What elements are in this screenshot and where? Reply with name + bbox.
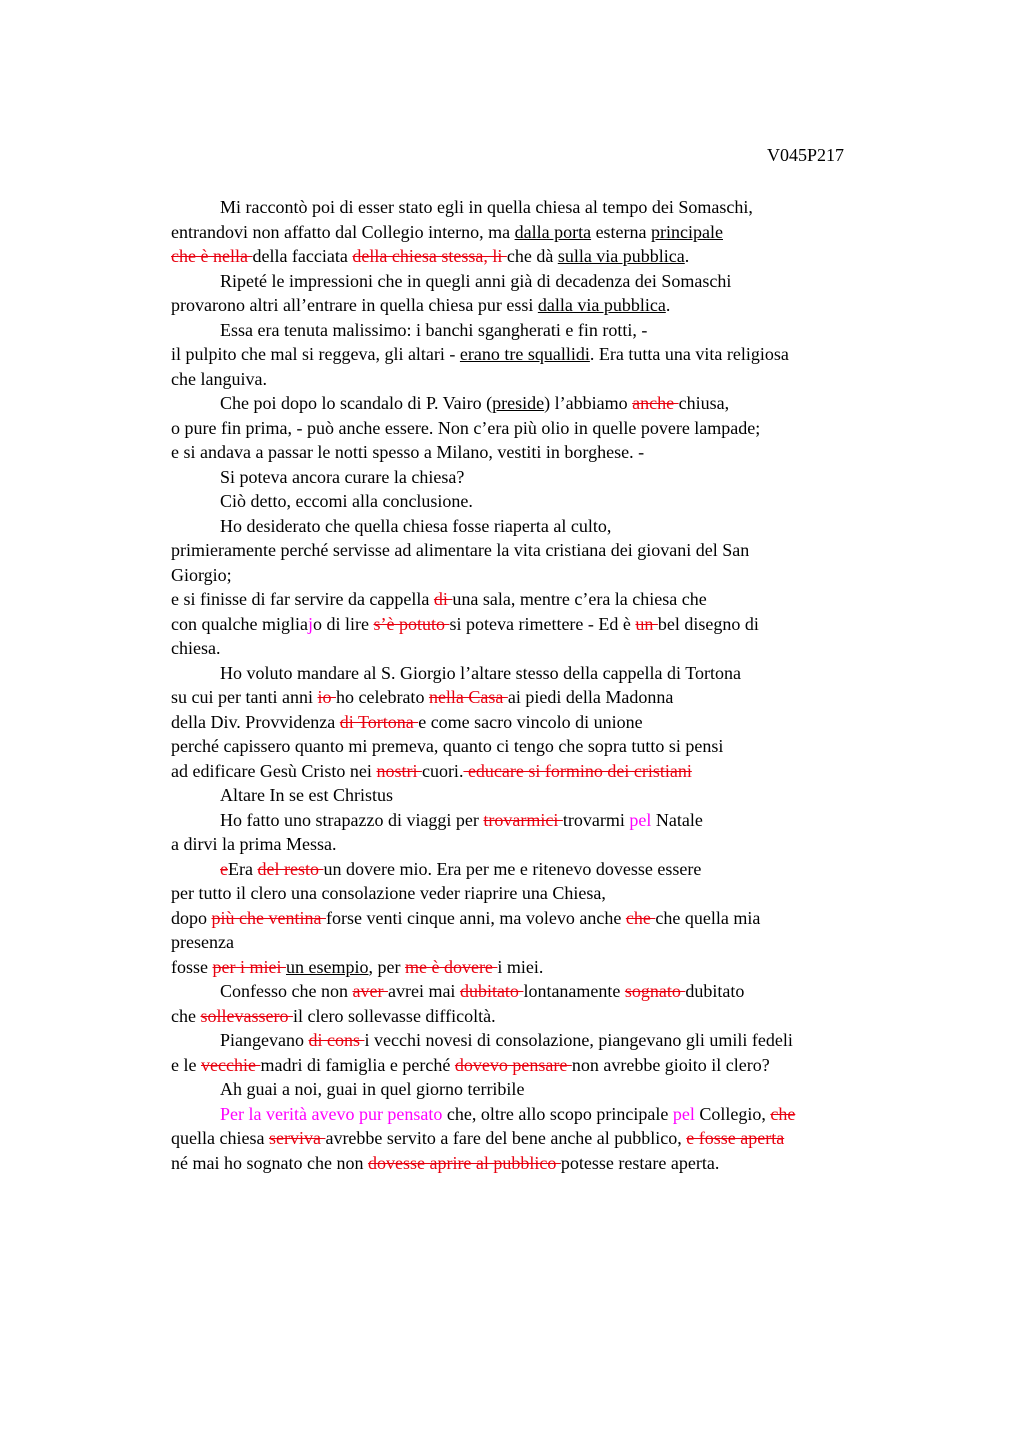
text-segment: madri di famiglia e perché: [260, 1054, 455, 1075]
text-segment: o di lire: [312, 613, 374, 634]
deleted-text: di cons: [308, 1030, 365, 1050]
deleted-text: della chiesa stessa, li: [352, 246, 507, 266]
text-line: [171, 685, 891, 710]
text-line: [171, 465, 891, 490]
text-line: [171, 783, 891, 808]
text-segment: i miei.: [497, 956, 544, 977]
text-segment: dopo: [171, 907, 212, 928]
document-body: [171, 195, 891, 1175]
added-text: j: [307, 613, 313, 634]
text-line: [171, 269, 891, 294]
deleted-text: sognato: [624, 981, 686, 1001]
text-line: [171, 391, 891, 416]
text-segment: .: [684, 246, 690, 266]
deleted-text: dovesse aprire al pubblico: [367, 1152, 561, 1173]
text-segment: i vecchi novesi di consolazione, piangevano gli umili fedeli: [364, 1030, 793, 1050]
text-segment: ai piedi della Madonna: [507, 687, 674, 707]
text-segment: chiusa,: [678, 393, 730, 413]
text-segment: .: [665, 295, 671, 315]
text-segment: si poteva rimettere - Ed è: [449, 613, 636, 634]
text-segment: Ciò detto, eccomi alla conclusione.: [220, 491, 473, 511]
text-line: [171, 734, 891, 759]
text-segment: una sala, mentre c’era la chiesa che: [452, 589, 707, 609]
text-line: [171, 636, 891, 661]
deleted-text: s’è potuto: [373, 613, 450, 634]
text-line: [171, 587, 891, 612]
text-segment: della facciata: [252, 246, 353, 266]
text-line: [171, 342, 891, 367]
text-line: [171, 293, 891, 318]
text-segment: , per: [368, 956, 405, 977]
text-segment: ) l’abbiamo: [544, 393, 633, 413]
text-segment: Ho fatto uno strapazzo di viaggi per: [220, 809, 484, 830]
text-line: [171, 1053, 891, 1078]
deleted-text: e: [220, 858, 228, 879]
text-line: [171, 563, 891, 588]
text-segment: Era: [228, 858, 258, 879]
text-segment: Ripeté le impressioni che in quegli anni già di decadenza dei Somaschi: [220, 270, 732, 291]
text-segment: con qualche miglia: [171, 613, 308, 634]
deleted-text: nella Casa: [428, 687, 508, 707]
text-segment: e come sacro vincolo di unione: [418, 711, 643, 732]
deleted-text: che: [625, 907, 656, 928]
text-line: [171, 832, 891, 857]
text-segment: avrebbe servito a fare del bene anche al pubblico,: [325, 1128, 687, 1148]
text-line: [171, 416, 891, 441]
text-line: [171, 489, 891, 514]
deleted-text: dubitato: [459, 981, 524, 1001]
deleted-text: nostri: [376, 760, 422, 781]
text-segment: Collegio,: [694, 1103, 771, 1124]
underlined-text: un esempio: [285, 956, 369, 977]
text-line: [171, 514, 891, 539]
deleted-text: serviva: [268, 1128, 326, 1148]
text-line: [171, 538, 891, 563]
text-segment: Ho voluto mandare al S. Giorgio l’altare stesso della cappella di Tortona: [220, 662, 741, 683]
text-segment: fosse: [171, 956, 213, 977]
text-segment: avrei mai: [387, 981, 460, 1001]
text-segment: che dà: [506, 246, 558, 266]
text-line: [171, 1077, 891, 1102]
deleted-text: anche: [632, 393, 679, 413]
deleted-text: vecchie: [200, 1054, 261, 1075]
deleted-text: del resto: [257, 858, 324, 879]
text-line: [171, 1126, 891, 1151]
text-segment: della Div. Provvidenza: [171, 711, 340, 732]
text-segment: un dovere mio. Era per me e ritenevo dovesse essere: [323, 858, 702, 879]
text-segment: esterna: [591, 221, 652, 242]
text-line: [171, 318, 891, 343]
text-segment: provarono altri all’entrare in quella chiesa pur essi: [171, 295, 538, 315]
underlined-text: erano tre squallidi: [459, 344, 590, 364]
text-line: [171, 1004, 891, 1029]
text-segment: dubitato: [685, 981, 745, 1001]
underlined-text: principale: [651, 221, 723, 242]
text-segment: potesse restare aperta.: [560, 1152, 720, 1173]
text-segment: Mi raccontò poi di esser stato egli in quella chiesa al tempo dei Somaschi,: [220, 197, 753, 217]
text-segment: ad edificare Gesù Cristo nei: [171, 760, 377, 781]
text-segment: Ho desiderato che quella chiesa fosse riaperta al culto,: [220, 515, 612, 536]
deleted-text: più che ventina: [211, 907, 326, 928]
text-line: [171, 759, 891, 784]
text-segment: che: [171, 1005, 201, 1026]
deleted-text: che è nella: [171, 246, 253, 266]
text-segment: o pure fin prima, - può anche essere. Non c’era più olio in quelle povere lampade;: [171, 417, 761, 438]
text-line: [171, 1102, 891, 1127]
text-line: [171, 195, 891, 220]
text-segment: . Era tutta una vita religiosa: [589, 344, 789, 364]
text-line: [171, 440, 891, 465]
text-segment: Che poi dopo lo scandalo di P. Vairo (: [220, 393, 493, 413]
text-segment: Si poteva ancora curare la chiesa?: [220, 466, 465, 487]
text-line: [171, 661, 891, 686]
deleted-text: che: [770, 1103, 796, 1124]
text-segment: cuori.: [421, 760, 464, 781]
text-segment: il clero sollevasse difficoltà.: [292, 1005, 496, 1026]
text-segment: e si finisse di far servire da cappella: [171, 589, 434, 609]
text-segment: Natale: [651, 809, 703, 830]
text-line: [171, 930, 891, 955]
underlined-text: dalla via pubblica: [537, 295, 666, 315]
text-segment: chiesa.: [171, 638, 221, 658]
text-line: [171, 906, 891, 931]
deleted-text: per i miei: [212, 956, 286, 977]
deleted-text: io: [317, 687, 336, 707]
added-text: pel: [629, 809, 652, 830]
text-segment: Ah guai a noi, guai in quel giorno terribile: [220, 1079, 525, 1099]
underlined-text: preside: [492, 393, 545, 413]
text-segment: entrandovi non affatto dal Collegio interno, ma: [171, 221, 515, 242]
text-segment: primieramente perché servisse ad alimentare la vita cristiana dei giovani del San: [171, 540, 750, 560]
text-segment: e si andava a passar le notti spesso a Milano, vestiti in borghese. -: [171, 442, 645, 462]
text-segment: il pulpito che mal si reggeva, gli altari -: [171, 344, 460, 364]
document-reference-code: V045P217: [766, 145, 844, 165]
text-segment: quella chiesa: [171, 1128, 269, 1148]
text-segment: ho celebrato: [335, 687, 429, 707]
underlined-text: sulla via pubblica: [557, 246, 685, 266]
text-segment: trovarmi: [562, 809, 630, 830]
text-segment: Piangevano: [220, 1030, 309, 1050]
text-segment: e le: [171, 1054, 201, 1075]
text-line: [171, 710, 891, 735]
deleted-text: e fosse aperta: [686, 1128, 785, 1148]
text-segment: Confesso che non: [220, 981, 353, 1001]
deleted-text: aver: [352, 981, 388, 1001]
deleted-text: di: [433, 589, 453, 609]
text-segment: che quella mia: [655, 907, 761, 928]
text-line: [171, 808, 891, 833]
text-segment: su cui per tanti anni: [171, 687, 318, 707]
deleted-text: dovevo pensare: [454, 1054, 572, 1075]
text-segment: Altare In se est Christus: [220, 785, 393, 805]
text-line: [171, 244, 891, 269]
text-line: [171, 955, 891, 980]
text-segment: Essa era tenuta malissimo: i banchi sgangherati e fin rotti, -: [220, 319, 648, 340]
text-segment: non avrebbe gioito il clero?: [571, 1054, 770, 1075]
text-segment: Giorgio;: [171, 564, 232, 585]
text-segment: a dirvi la prima Messa.: [171, 834, 337, 854]
deleted-text: un: [635, 613, 658, 634]
text-line: [171, 367, 891, 392]
text-segment: lontanamente: [523, 981, 625, 1001]
text-line: [171, 979, 891, 1004]
deleted-text: me è dovere: [404, 956, 498, 977]
text-line: [171, 220, 891, 245]
text-line: [171, 1028, 891, 1053]
deleted-text: sollevassero: [200, 1005, 293, 1026]
text-segment: forse venti cinque anni, ma volevo anche: [325, 907, 626, 928]
text-line: [171, 612, 891, 637]
added-text: pel: [672, 1103, 695, 1124]
text-segment: che languiva.: [171, 368, 267, 389]
text-segment: presenza: [171, 932, 234, 952]
text-segment: bel disegno di: [657, 613, 759, 634]
text-segment: per tutto il clero una consolazione veder riaprire una Chiesa,: [171, 883, 606, 903]
text-segment: né mai ho sognato che non: [171, 1152, 368, 1173]
text-segment: perché capissero quanto mi premeva, quanto ci tengo che sopra tutto si pensi: [171, 736, 724, 756]
underlined-text: dalla porta: [514, 221, 592, 242]
deleted-text: trovarmici: [483, 809, 563, 830]
deleted-text: di Tortona: [339, 711, 419, 732]
text-line: [171, 1151, 891, 1176]
added-text: Per la verità avevo pur pensato: [220, 1103, 443, 1124]
deleted-text: educare si formino dei cristiani: [463, 760, 692, 781]
text-line: [171, 857, 891, 882]
text-line: [171, 881, 891, 906]
text-segment: che, oltre allo scopo principale: [442, 1103, 673, 1124]
